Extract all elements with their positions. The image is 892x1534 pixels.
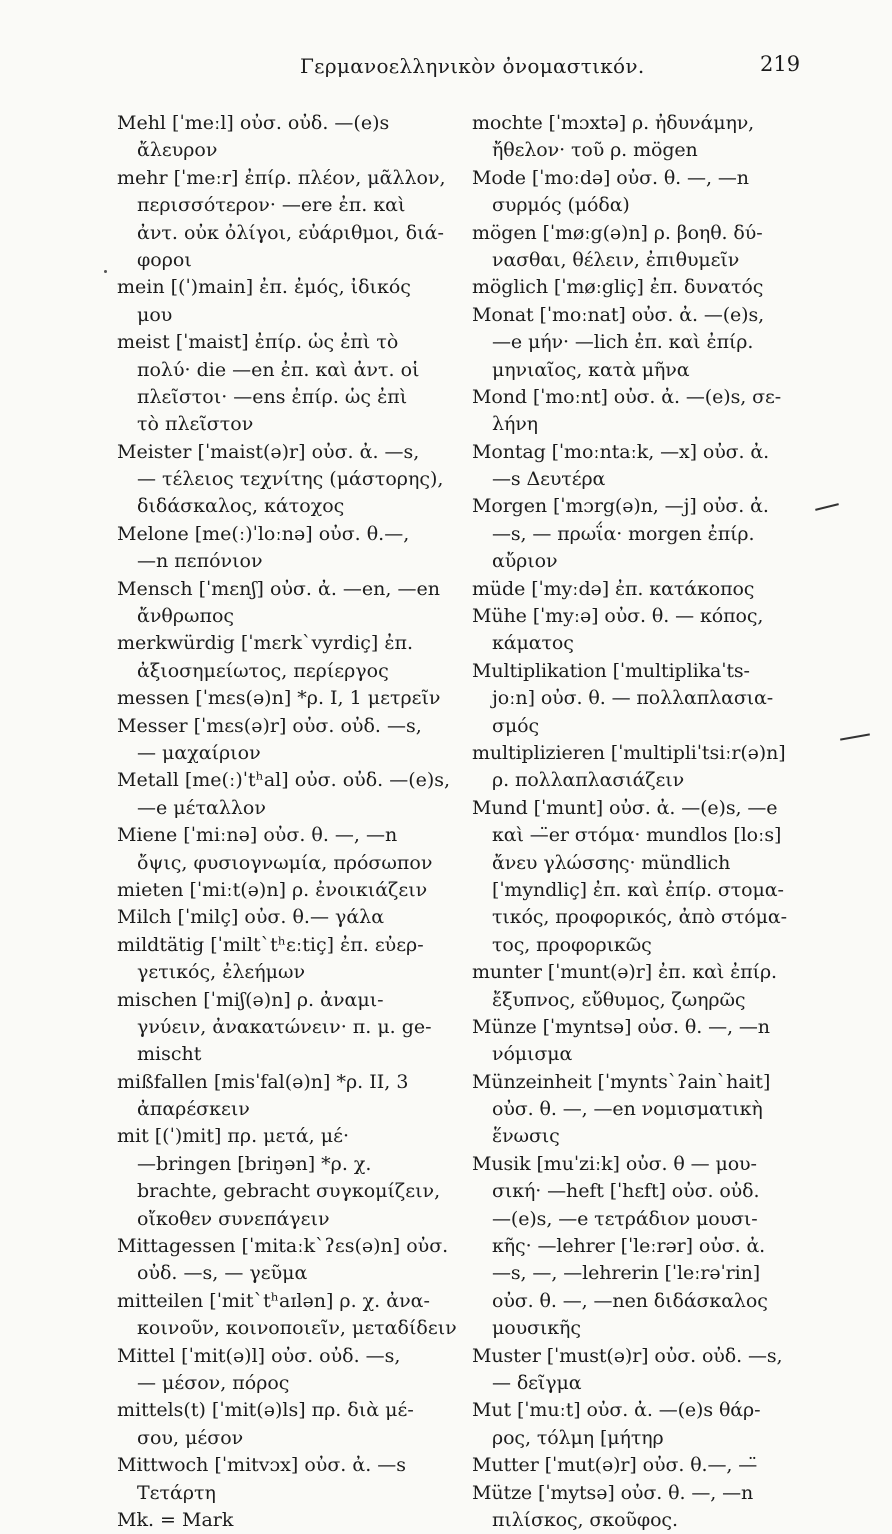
entry-headword-line: mildtätig [ˈmiltˋtʰɛːtiç] ἐπ. εὐερ-: [117, 933, 424, 956]
entry-headword-line: Mehl [ˈmeːl] οὐσ. οὐδ. —(e)s: [117, 112, 390, 134]
entry-continuation-line: συρμός (μόδα): [492, 194, 630, 217]
entry-headword-line: Montag [ˈmoːntaːk, —x] οὐσ. ἀ.: [472, 440, 770, 463]
entry-continuation-line: ἤθελον· τοῦ ρ. mögen: [492, 139, 698, 162]
entry-headword-line: Miene [ˈmiːnə] οὐσ. θ. —, —n: [117, 824, 398, 847]
entry-continuation-line: τὸ πλεῖστον: [137, 413, 254, 436]
entry-headword-line: Musik [muˈziːk] οὐσ. θ — μου-: [472, 1152, 757, 1175]
entry-continuation-line: σμός: [492, 714, 539, 737]
entry-headword-line: mögen [ˈmøːg(ə)n] ρ. βοηθ. δύ-: [472, 221, 763, 244]
entry-headword-line: möglich [ˈmøːgliç] ἐπ. δυνατός: [472, 276, 764, 299]
entry-continuation-line: σική· —heft [ˈhɛft] οὐσ. οὐδ.: [492, 1180, 760, 1203]
entry-continuation-line: — μαχαίριον: [137, 741, 261, 764]
entry-continuation-line: λήνη: [492, 413, 538, 436]
entry-headword-line: mieten [ˈmiːt(ə)n] ρ. ἐνοικιάζειν: [117, 878, 428, 901]
entry-continuation-line: brachte, gebracht συγκομίζειν,: [137, 1180, 441, 1203]
entry-headword-line: Mond [ˈmoːnt] οὐσ. ἀ. —(e)s, σε-: [472, 385, 782, 408]
entry-continuation-line: μηνιαῖος, κατὰ μῆνα: [492, 358, 690, 381]
entry-headword-line: mein [(ˈ)main] ἐπ. ἐμός, ἰδικός: [117, 276, 411, 299]
entry-headword-line: munter [ˈmunt(ə)r] ἐπ. καὶ ἐπίρ.: [472, 961, 777, 984]
entry-headword-line: Mittwoch [ˈmitvɔx] οὐσ. ἀ. —s: [117, 1454, 407, 1477]
running-title: Γερμανοελληνικὸν ὀνομαστικόν.: [300, 54, 645, 78]
entry-continuation-line: κῆς· —lehrer [ˈleːrər] οὐσ. ἀ.: [492, 1235, 766, 1258]
entry-headword-line: Multiplikation [ˈmultiplikaˈts-: [472, 659, 750, 682]
entry-headword-line: Mk. = Mark: [117, 1508, 234, 1531]
entry-continuation-line: — τέλειος τεχνίτης (μάστορης),: [137, 468, 444, 491]
entry-continuation-line: μουσικῆς: [492, 1317, 581, 1340]
entry-continuation-line: μου: [137, 303, 173, 326]
entry-continuation-line: Τετάρτη: [137, 1481, 216, 1504]
entry-continuation-line: περισσότερον· —ere ἐπ. καὶ: [137, 194, 406, 217]
entry-continuation-line: ἄνθρωπος: [137, 605, 235, 628]
entry-continuation-line: τικός, προφορικός, ἀπὸ στόμα-: [492, 906, 787, 929]
entry-headword-line: Meister [ˈmaist(ə)r] οὐσ. ἀ. —s,: [117, 440, 420, 463]
entry-continuation-line: ἀξιοσημείωτος, περίεργος: [137, 659, 389, 682]
margin-pencil-mark: [840, 733, 870, 740]
entry-continuation-line: πιλίσκος, σκοῦφος.: [492, 1508, 678, 1531]
entry-headword-line: mißfallen [misˈfal(ə)n] *ρ. II, 3: [117, 1070, 409, 1093]
entry-continuation-line: νασθαι, θέλειν, ἐπιθυμεῖν: [492, 248, 740, 271]
entry-continuation-line: οὐσ. θ. —, —en νομισματικὴ: [492, 1098, 763, 1121]
entry-continuation-line: —bringen [briŋən] *ρ. χ.: [137, 1152, 372, 1175]
entry-headword-line: Morgen [ˈmɔrg(ə)n, —j] οὐσ. ἀ.: [472, 495, 769, 518]
entry-headword-line: Münzeinheit [ˈmyntsˋʔainˋhait]: [472, 1070, 771, 1093]
entry-headword-line: Münze [ˈmyntsə] οὐσ. θ. —, —n: [472, 1015, 770, 1038]
entry-continuation-line: οὐσ. θ. —, —nen διδάσκαλος: [492, 1289, 768, 1312]
entry-continuation-line: πλεῖστοι· —ens ἐπίρ. ὡς ἐπὶ: [137, 385, 408, 408]
entry-continuation-line: ρος, τόλμη [μήτηρ: [492, 1426, 664, 1449]
entry-headword-line: merkwürdig [ˈmɛrkˋvyrdiç] ἐπ.: [117, 632, 414, 655]
entry-headword-line: mit [(ˈ)mit] πρ. μετά, μέ·: [117, 1125, 349, 1148]
entry-continuation-line: ρ. πολλαπλασιάζειν: [492, 769, 685, 792]
left-column: [117, 110, 487, 1534]
entry-continuation-line: —e μέταλλον: [137, 796, 266, 819]
entry-continuation-line: ἄλευρον: [137, 139, 218, 162]
entry-headword-line: Mutter [ˈmut(ə)r] οὐσ. θ.—, —̈: [472, 1454, 758, 1477]
entry-headword-line: Messer [ˈmɛs(ə)r] οὐσ. οὐδ. —s,: [117, 714, 422, 737]
entry-headword-line: Mensch [ˈmɛnʃ] οὐσ. ἀ. —en, —en: [117, 577, 440, 600]
right-column: [472, 110, 842, 1534]
entry-continuation-line: οἴκοθεν συνεπάγειν: [137, 1207, 330, 1230]
entry-headword-line: mehr [ˈmeːr] ἐπίρ. πλέον, μᾶλλον,: [117, 166, 446, 189]
entry-continuation-line: —e μήν· —lich ἐπ. καὶ ἐπίρ.: [492, 331, 754, 354]
entry-continuation-line: ἄνευ γλώσσης· mündlich: [492, 851, 731, 874]
entry-headword-line: Mühe [ˈmyːə] οὐσ. θ. — κόπος,: [472, 605, 764, 628]
entry-continuation-line: αὔριον: [492, 550, 558, 573]
entry-headword-line: müde [ˈmyːdə] ἐπ. κατάκοπος: [472, 577, 755, 600]
entry-headword-line: multiplizieren [ˈmultipliˈtsiːr(ə)n]: [472, 741, 786, 764]
entry-headword-line: Metall [me(ː)ˈtʰal] οὐσ. οὐδ. —(e)s,: [117, 769, 451, 792]
margin-dot: [104, 270, 107, 273]
entry-continuation-line: οὐδ. —s, — γεῦμα: [137, 1262, 308, 1285]
entry-continuation-line: —s, — πρωΐα· morgen ἐπίρ.: [492, 522, 755, 545]
entry-headword-line: mischen [ˈmiʃ(ə)n] ρ. ἀναμι-: [117, 988, 384, 1011]
entry-continuation-line: mischt: [137, 1043, 202, 1066]
entry-continuation-line: καὶ —̈er στόμα· mundlos [loːs]: [492, 824, 782, 847]
entry-continuation-line: ἀπαρέσκειν: [137, 1098, 250, 1121]
entry-continuation-line: γετικός, ἐλεήμων: [137, 961, 306, 984]
entry-continuation-line: φοροι: [137, 248, 192, 271]
entry-headword-line: Mut [ˈmuːt] οὐσ. ἀ. —(e)s θάρ-: [472, 1399, 761, 1422]
entry-headword-line: messen [ˈmɛs(ə)n] *ρ. I, 1 μετρεῖν: [117, 687, 441, 710]
entry-headword-line: Mütze [ˈmytsə] οὐσ. θ. —, —n: [472, 1481, 754, 1504]
entry-continuation-line: ἕνωσις: [492, 1125, 560, 1148]
entry-headword-line: Monat [ˈmoːnat] οὐσ. ἀ. —(e)s,: [472, 303, 765, 326]
entry-headword-line: Mittagessen [ˈmitaːkˋʔɛs(ə)n] οὐσ.: [117, 1235, 449, 1258]
entry-continuation-line: σου, μέσον: [137, 1426, 244, 1449]
entry-headword-line: mitteilen [ˈmitˋtʰaɪlən] ρ. χ. ἀνα-: [117, 1289, 430, 1312]
entry-continuation-line: —(e)s, —e τετράδιον μουσι-: [492, 1207, 758, 1230]
entry-headword-line: Muster [ˈmust(ə)r] οὐσ. οὐδ. —s,: [472, 1344, 783, 1367]
entry-continuation-line: —s Δευτέρα: [492, 468, 606, 491]
entry-continuation-line: κοινοῦν, κοινοποιεῖν, μεταδίδειν: [137, 1317, 457, 1340]
entry-headword-line: mochte [ˈmɔxtə] ρ. ἠδυνάμην,: [472, 112, 755, 134]
entry-continuation-line: joːn] οὐσ. θ. — πολλαπλασια-: [492, 687, 774, 710]
entry-headword-line: Mittel [ˈmit(ə)l] οὐσ. οὐδ. —s,: [117, 1344, 401, 1367]
page-number: 219: [760, 52, 801, 76]
entry-continuation-line: ἀντ. οὐκ ὀλίγοι, εὐάριθμοι, διά-: [137, 221, 444, 244]
entry-headword-line: Milch [ˈmilç] οὐσ. θ.— γάλα: [117, 906, 385, 929]
entry-headword-line: meist [ˈmaist] ἐπίρ. ὡς ἐπὶ τὸ: [117, 331, 399, 354]
entry-headword-line: Mund [ˈmunt] οὐσ. ἀ. —(e)s, —e: [472, 796, 778, 819]
entry-headword-line: Melone [me(ː)ˈloːnə] οὐσ. θ.—,: [117, 522, 410, 545]
entry-continuation-line: νόμισμα: [492, 1043, 573, 1066]
entry-continuation-line: — δεῖγμα: [492, 1371, 582, 1394]
entry-continuation-line: γνύειν, ἀνακατώνειν· π. μ. ge-: [137, 1015, 432, 1038]
entry-continuation-line: — μέσον, πόρος: [137, 1371, 290, 1394]
entry-headword-line: mittels(t) [ˈmit(ə)ls] πρ. διὰ μέ-: [117, 1399, 414, 1422]
entry-continuation-line: διδάσκαλος, κάτοχος: [137, 495, 345, 518]
entry-continuation-line: —n πεπόνιον: [137, 550, 263, 573]
entry-continuation-line: ὄψις, φυσιογνωμία, πρόσωπον: [137, 851, 433, 874]
entry-continuation-line: τος, προφορικῶς: [492, 933, 652, 956]
entry-continuation-line: [ˈmyndliç] ἐπ. καὶ ἐπίρ. στομα-: [492, 878, 784, 901]
entry-continuation-line: —s, —, —lehrerin [ˈleːrəˈrin]: [492, 1262, 761, 1285]
entry-headword-line: Mode [ˈmoːdə] οὐσ. θ. —, —n: [472, 166, 749, 189]
entry-continuation-line: ἔξυπνος, εὔθυμος, ζωηρῶς: [492, 988, 746, 1011]
entry-continuation-line: πολύ· die —en ἐπ. καὶ ἀντ. οἱ: [137, 358, 420, 381]
entry-continuation-line: κάματος: [492, 632, 574, 655]
